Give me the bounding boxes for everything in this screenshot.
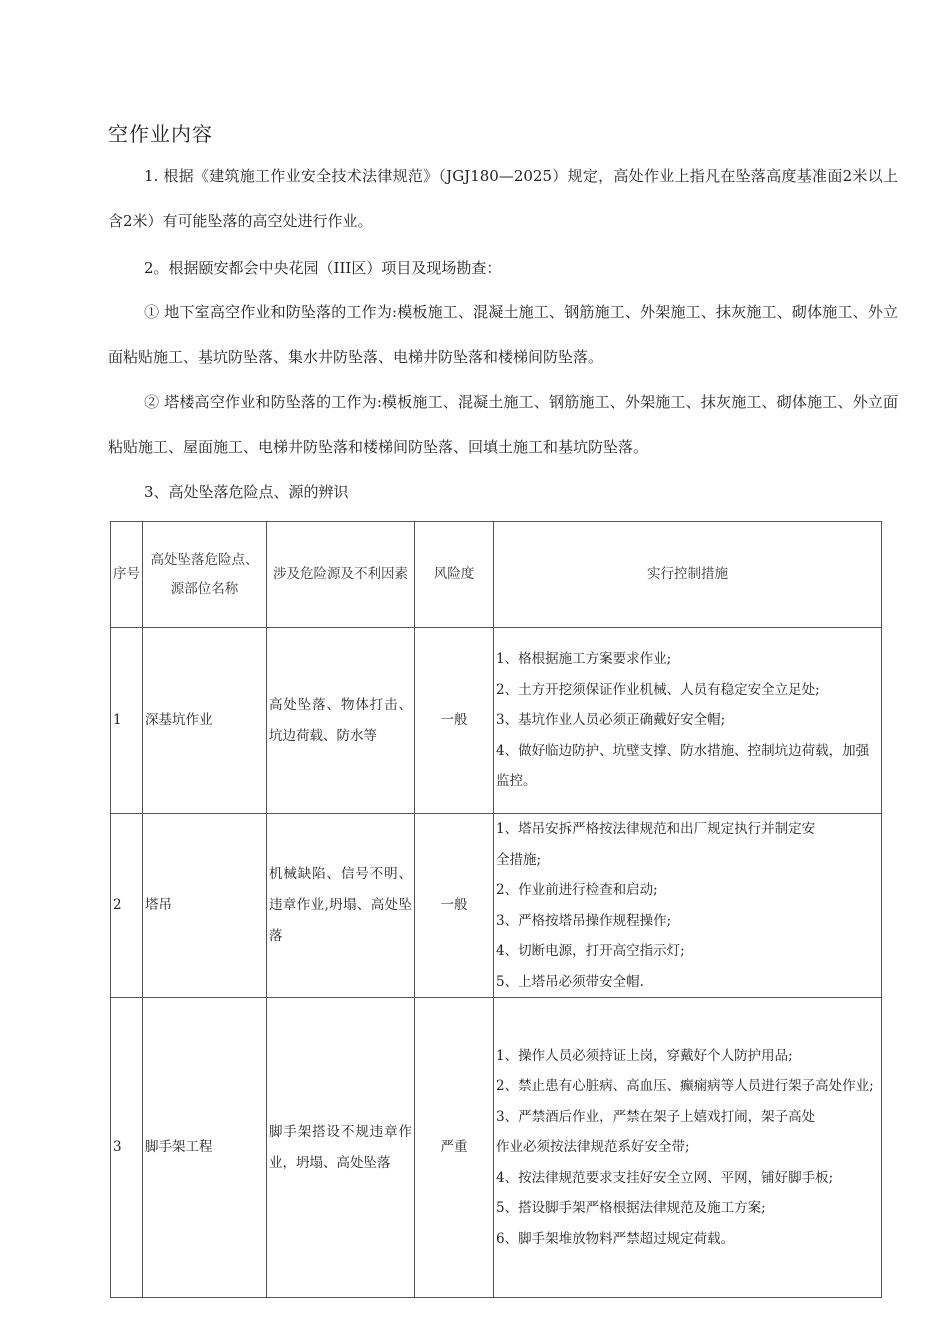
table-header-row: [111, 522, 882, 628]
paragraph-hazard-identification: [108, 470, 898, 515]
measure-item: 2、土方开挖须保证作业机械、人员有稳定安全立足处;: [496, 681, 820, 698]
measure-item: 4、按法律规范要求支挂好安全立网、平网，铺好脚手板;: [496, 1169, 834, 1186]
row-hazard-factors: 机械缺陷、信号不明、违章作业,坍塌、高处坠落: [267, 814, 415, 998]
paragraph-tower-work: [108, 380, 898, 470]
measure-item: 2、作业前进行检查和启动;: [496, 882, 658, 898]
row-location-name: 深基坑作业: [143, 628, 267, 814]
measure-item: 1、操作人员必须持证上岗，穿戴好个人防护用品;: [496, 1047, 793, 1064]
measure-item: 5、上塔吊必须带安全帽.: [496, 973, 644, 990]
measure-item: 6、脚手架堆放物料严禁超过规定荷载。: [496, 1230, 735, 1247]
header-risk-level: 风险度: [415, 522, 494, 628]
row-control-measures: [494, 998, 882, 1298]
row-location-name: 脚手架工程: [143, 998, 267, 1298]
row-hazard-factors: 脚手架搭设不规违章作业，坍塌、高处坠落: [267, 998, 415, 1298]
section-heading: 空作业内容: [108, 122, 213, 146]
header-control-measures: 实行控制措施: [494, 522, 882, 628]
measure-item: 5、搭设脚手架严格根据法律规范及施工方案;: [496, 1200, 766, 1217]
paragraph-basement-work-text: ① 地下室高空作业和防坠落的工作为:模板施工、混凝土施工、钢筋施工、外架施工、抹灰施工、砌体施工、外立面粘贴施工、基坑防坠落、集水井防坠落、电梯井防坠落和楼梯间防坠落。: [108, 303, 898, 366]
measure-item: 3、严格按塔吊操作规程操作;: [496, 912, 672, 929]
paragraph-regulation: [108, 154, 898, 244]
paragraph-project: [108, 246, 898, 291]
table-row: [111, 814, 882, 998]
measure-item: 全措施;: [496, 851, 542, 868]
table-row: [111, 998, 882, 1298]
header-seq: 序号: [111, 522, 143, 628]
row-seq: 1: [111, 628, 143, 814]
table-row: [111, 628, 882, 814]
row-risk-level: 一般: [415, 814, 494, 998]
row-hazard-factors: 高处坠落、物体打击、坑边荷载、防水等: [267, 628, 415, 814]
row-control-measures: [494, 628, 882, 814]
measure-item: 4、做好临边防护、坑壁支撑、防水措施、控制坑边荷载，加强监控。: [496, 742, 870, 790]
paragraph-tower-work-text: ② 塔楼高空作业和防坠落的工作为:模板施工、混凝土施工、钢筋施工、外架施工、抹灰施工、砌体施工、外立面粘贴施工、屋面施工、电梯井防坠落和楼梯间防坠落、回填土施工和基坑防坠落。: [108, 393, 898, 456]
paragraph-basement-work: [108, 290, 898, 380]
paragraph-project-text: 2。根据颐安都会中央花园（III区）项目及现场勘查：: [144, 259, 502, 277]
measure-item: 1、格根据施工方案要求作业;: [496, 651, 672, 668]
measure-item: 作业必须按法律规范系好安全带;: [496, 1139, 690, 1156]
measure-item: 3、严禁酒后作业，严禁在架子上嬉戏打闹，架子高处: [496, 1108, 816, 1125]
header-location-name: 高处坠落危险点、源部位名称: [143, 522, 267, 628]
measure-item: 3、基坑作业人员必须正确戴好安全帽;: [496, 712, 726, 729]
measure-item: 1、塔吊安拆严格按法律规范和出厂规定执行并制定安: [496, 821, 816, 837]
paragraph-regulation-text: 1. 根据《建筑施工作业安全技术法律规范》（JGJ180—2025）规定，高处作业上指凡在坠落高度基准面2米以上含2米）有可能坠落的高空处进行作业。: [108, 167, 898, 230]
hazard-table: [110, 521, 882, 1298]
header-hazard-factors: 涉及危险源及不利因素: [267, 522, 415, 628]
row-seq: 2: [111, 814, 143, 998]
paragraph-hazard-identification-text: 3、高处坠落危险点、源的辨识: [144, 483, 349, 501]
measure-item: 2、禁止患有心脏病、高血压、癫痫病等人员进行架子高处作业;: [496, 1078, 874, 1095]
row-seq: 3: [111, 998, 143, 1298]
measure-item: 4、切断电源，打开高空指示灯;: [496, 943, 685, 959]
row-control-measures: [494, 814, 882, 998]
row-location-name: 塔吊: [143, 814, 267, 998]
row-risk-level: 一般: [415, 628, 494, 814]
row-risk-level: 严重: [415, 998, 494, 1298]
